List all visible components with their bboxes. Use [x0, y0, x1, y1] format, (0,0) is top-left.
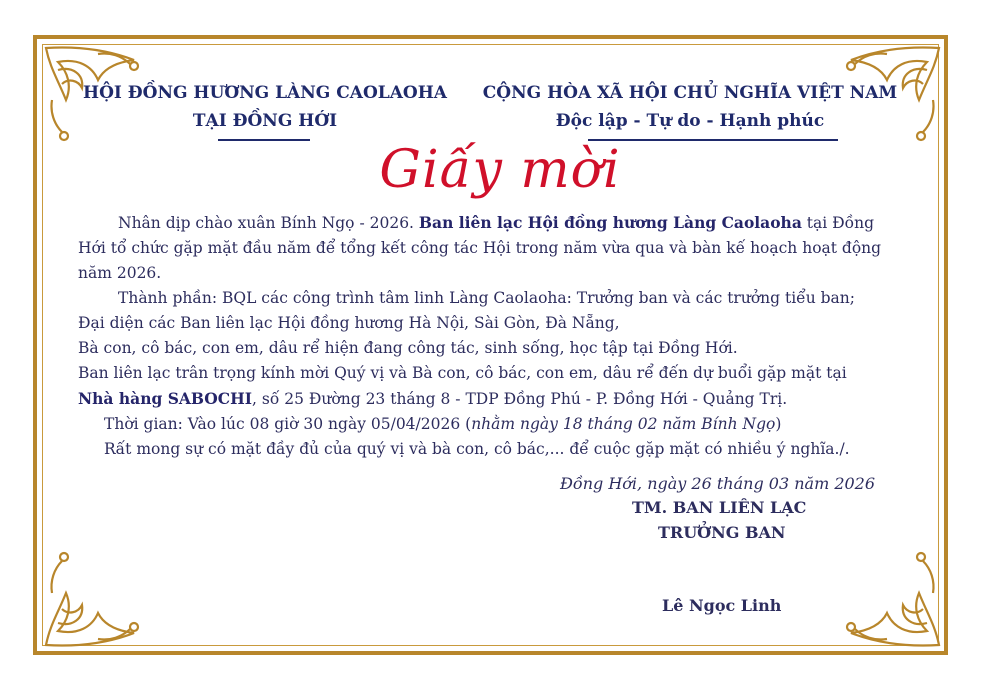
paragraph-representatives: Đại diện các Ban liên lạc Hội đồng hương Hà Nội, Sài Gòn, Đà Nẵng, — [78, 314, 620, 332]
signature-date: Đồng Hới, ngày 26 tháng 03 năm 2026 — [560, 474, 876, 493]
organization-underline — [218, 139, 310, 141]
invitation-body — [78, 210, 898, 462]
paragraph-venue — [78, 386, 898, 412]
paragraph-relatives: Bà con, cô bác, con em, dâu rể hiện đang công tác, sinh sống, học tập tại Đồng Hới. — [78, 339, 738, 357]
intro-text-cont: tại Đồng Hới tổ chức gặp mặt đầu năm để tổng kết công tác Hội trong năm vừa qua và bàn kế hoạch hoạt động năm 2026. — [78, 214, 882, 282]
invitation-title: Giấy mời — [379, 140, 621, 200]
lunar-date: nhằm ngày 18 tháng 02 năm Bính Ngọ — [471, 415, 776, 433]
organization-name: HỘI ĐỒNG HƯƠNG LÀNG CAOLAOHA — [83, 83, 447, 103]
paragraph-participants: Thành phần: BQL các công trình tâm linh Làng Caolaoha: Trưởng ban và các trưởng tiểu ban; — [118, 289, 855, 307]
national-title: CỘNG HÒA XÃ HỘI CHỦ NGHĨA VIỆT NAM — [482, 83, 898, 103]
venue-address: , số 25 Đường 23 tháng 8 - TDP Đồng Phú - P. Đồng Hới - Quảng Trị. — [252, 390, 788, 408]
paragraph-intro — [78, 210, 898, 286]
intro-text: Nhân dịp chào xuân Bính Ngọ - 2026. — [118, 214, 419, 232]
time-text: Thời gian: Vào lúc 08 giờ 30 ngày 05/04/2026 ( — [104, 415, 472, 433]
time-close: ) — [775, 415, 782, 433]
national-header — [470, 83, 910, 131]
national-motto: Độc lập - Tự do - Hạnh phúc — [555, 111, 825, 131]
organization-header — [70, 83, 460, 131]
paragraph-time — [78, 412, 898, 437]
venue-name: Nhà hàng SABOCHI — [78, 389, 253, 408]
ornament-corner-bottom-right — [827, 533, 947, 653]
signature-title-role: TRƯỞNG BAN — [658, 523, 786, 542]
signature-title-org: TM. BAN LIÊN LẠC — [632, 498, 807, 517]
paragraph-closing: Rất mong sự có mặt đầy đủ của quý vị và bà con, cô bác,... để cuộc gặp mặt có nhiều ý nghĩa./. — [104, 440, 850, 458]
paragraph-invitation: Ban liên lạc trân trọng kính mời Quý vị và Bà con, cô bác, con em, dâu rể đến dự buổi gặp mặt tại — [78, 364, 847, 382]
ornament-corner-bottom-left — [38, 533, 158, 653]
signatory-name: Lê Ngọc Linh — [662, 596, 782, 615]
organization-location: TẠI ĐỒNG HỚI — [192, 111, 338, 131]
organizer-name: Ban liên lạc Hội đồng hương Làng Caolaoha — [418, 213, 802, 232]
